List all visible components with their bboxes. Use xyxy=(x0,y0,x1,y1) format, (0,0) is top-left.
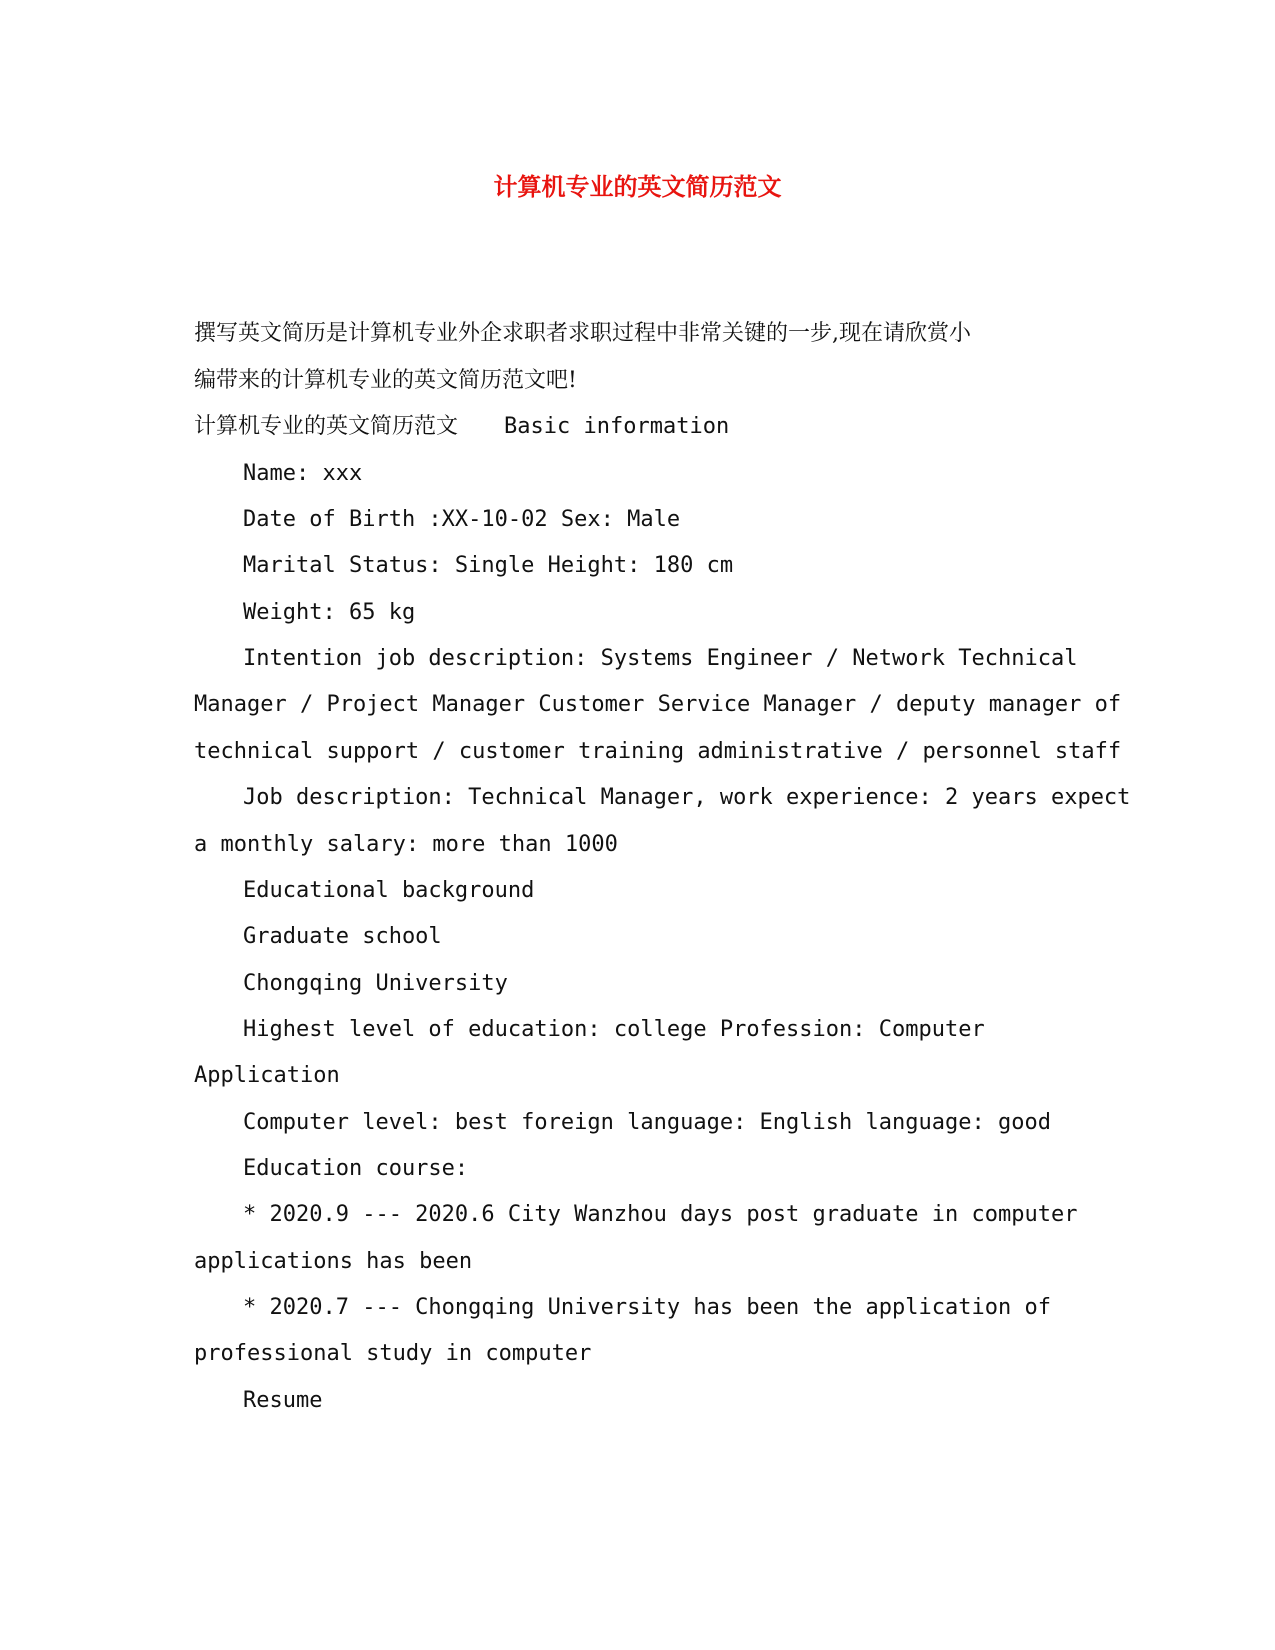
resume-line: professional study in computer xyxy=(194,1341,592,1366)
resume-line: Name: xxx xyxy=(243,461,363,486)
document-title: 计算机专业的英文简历范文 xyxy=(493,172,782,201)
intro-line-1: 撰写英文简历是计算机专业外企求职者求职过程中非常关键的一步,现在请欣赏小 xyxy=(194,321,971,346)
resume-line: Chongqing University xyxy=(243,971,508,996)
resume-line: Computer level: best foreign language: English language: good xyxy=(243,1110,1051,1135)
resume-line: Manager / Project Manager Customer Service Manager / deputy manager of xyxy=(194,692,1122,717)
resume-line: Date of Birth :XX-10-02 Sex: Male xyxy=(243,507,681,532)
resume-line: Highest level of education: college Profession: Computer xyxy=(243,1017,985,1042)
section-heading xyxy=(194,412,729,442)
resume-line: Graduate school xyxy=(243,924,442,949)
resume-line: Weight: 65 kg xyxy=(243,600,416,625)
resume-line: Marital Status: Single Height: 180 cm xyxy=(243,553,734,578)
resume-line: * 2020.7 --- Chongqing University has been the application of xyxy=(243,1295,1051,1320)
resume-line: Job description: Technical Manager, work experience: 2 years expect xyxy=(243,785,1131,810)
intro-line-2: 编带来的计算机专业的英文简历范文吧! xyxy=(194,368,577,393)
resume-line: applications has been xyxy=(194,1249,473,1274)
resume-line: technical support / customer training administrative / personnel staff xyxy=(194,739,1122,764)
section-heading-zh: 计算机专业的英文简历范文 xyxy=(194,414,459,439)
resume-line: * 2020.9 --- 2020.6 City Wanzhou days post graduate in computer xyxy=(243,1202,1078,1227)
resume-line: a monthly salary: more than 1000 xyxy=(194,832,618,857)
resume-line: Educational background xyxy=(243,878,535,903)
resume-line: Intention job description: Systems Engineer / Network Technical xyxy=(243,646,1078,671)
resume-line: Education course: xyxy=(243,1156,469,1181)
resume-line: Application xyxy=(194,1063,340,1088)
resume-line: Resume xyxy=(243,1388,323,1413)
section-heading-en: Basic information xyxy=(504,414,730,439)
